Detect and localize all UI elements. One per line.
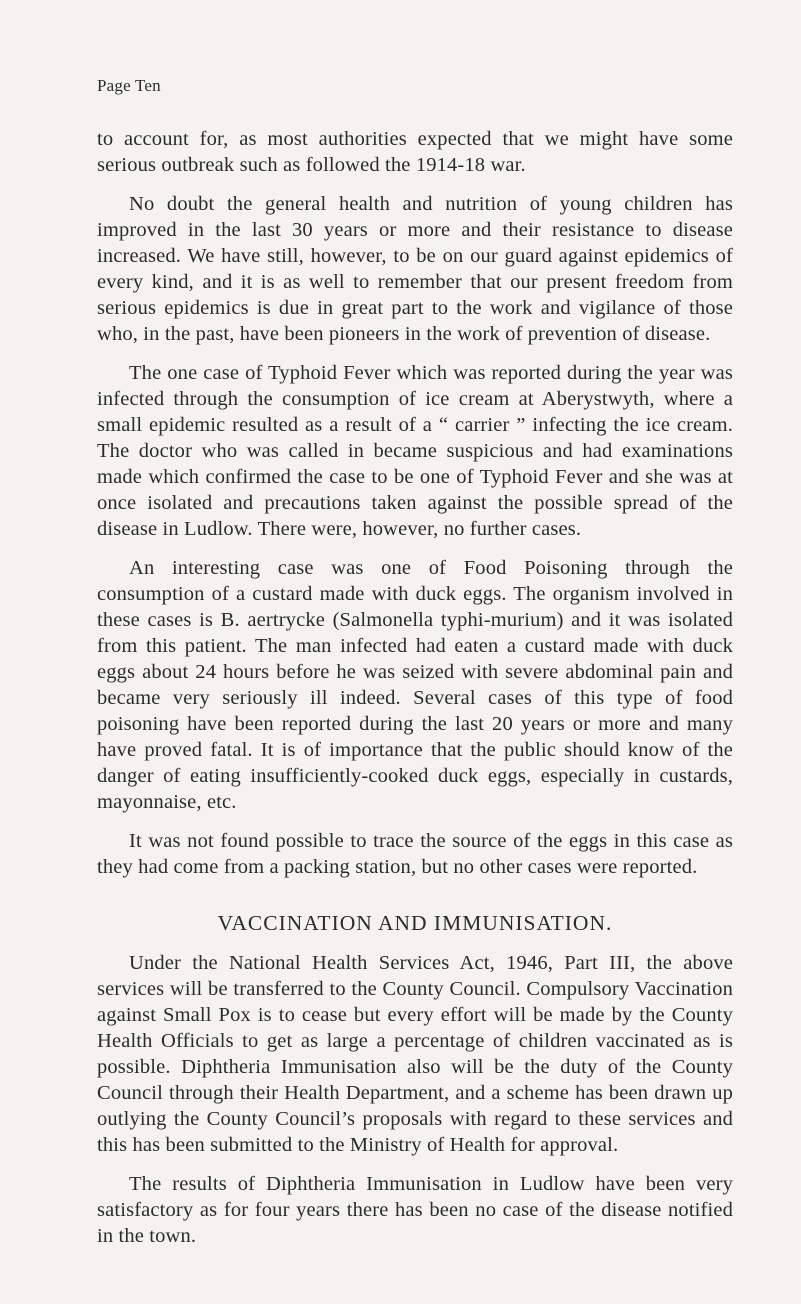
paragraph-continuation: to account for, as most authorities expected that we might have some serious outbreak such as followed the 1914-18 war. — [97, 128, 733, 176]
body-text — [97, 126, 733, 1262]
paragraph-diphtheria-results: The results of Diphtheria Immunisation in Ludlow have been very satisfactory as for four years there has been no case of the disease notified in the town. — [97, 1173, 733, 1247]
paragraph-general-health: No doubt the general health and nutrition of young children has improved in the last 30 years or more and their resistance to disease increased. We have still, however, to be on our guard against epidemics of every kind, and it is as well to remember that our present freedom from serious epidemics is due in great part to the work and vigilance of those who, in the past, have been pioneers in the work of prevention of disease. — [97, 193, 733, 345]
paragraph-typhoid-fever: The one case of Typhoid Fever which was reported during the year was infected through the consumption of ice cream at Aberystwyth, where a small epidemic resulted as a result of a “ carrier ” infecting the ice cream. The doctor who was called in became suspicious and had examinations made which confirmed the case to be one of Typhoid Fever and she was at once isolated and precautions taken against the possible spread of the disease in Ludlow. There were, however, no further cases. — [97, 362, 733, 540]
section-heading: VACCINATION AND IMMUNISATION. — [217, 911, 613, 935]
paragraph-egg-source: It was not found possible to trace the source of the eggs in this case as they had come from a packing station, but no other cases were reported. — [97, 830, 733, 878]
page-header: Page Ten — [97, 76, 161, 95]
paragraph-health-services-act: Under the National Health Services Act, 1946, Part III, the above services will be transferred to the County Council. Compulsory Vaccination against Small Pox is to cease but every effort will be made by the County Health Officials to get as large a percentage of children vaccinated as is possible. Diphtheria Immunisation also will be the duty of the County Council through their Health Department, and a scheme has been drawn up outlying the County Council’s proposals with regard to these services and this has been submitted to the Ministry of Health for approval. — [97, 952, 733, 1156]
paragraph-food-poisoning: An interesting case was one of Food Poisoning through the consumption of a custard made with duck eggs. The organism involved in these cases is B. aertrycke (Salmonella typhi-murium) and it was isolated from this patient. The man infected had eaten a custard made with duck eggs about 24 hours before he was seized with severe abdominal pain and became very seriously ill indeed. Several cases of this type of food poisoning have been reported during the last 20 years or more and many have proved fatal. It is of importance that the public should know of the danger of eating insufficiently-cooked duck eggs, especially in custards, mayonnaise, etc. — [97, 557, 733, 813]
